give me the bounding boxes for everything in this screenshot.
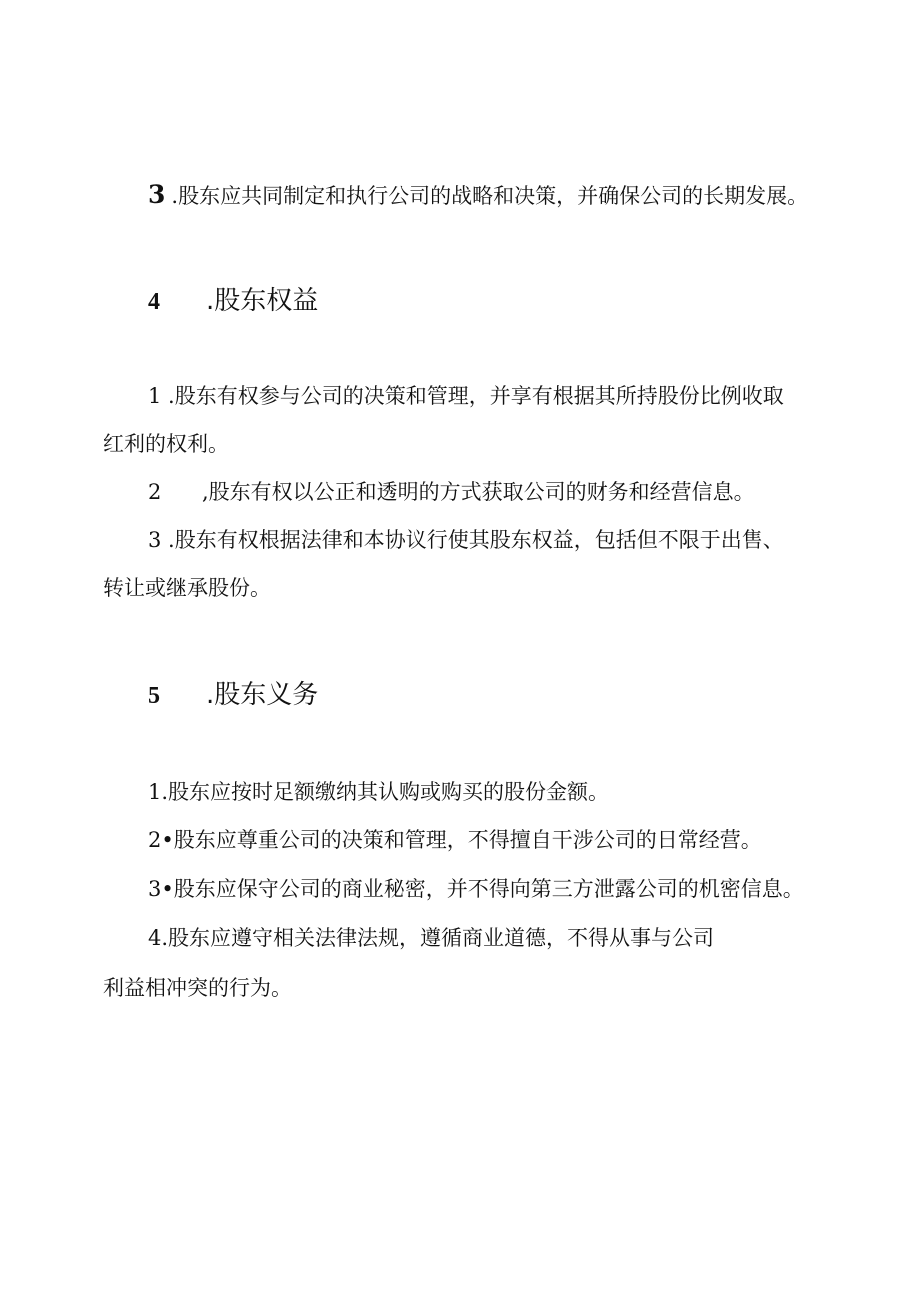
section-4-heading: [148, 288, 318, 314]
section-5-item-3: 3•股东应保守公司的商业秘密，并不得向第三方泄露公司的机密信息。: [148, 877, 804, 901]
section-4-item-1-number: 1: [148, 384, 162, 408]
section-5-item-4-line-1: 4.股东应遵守相关法律法规，遵循商业道德，不得从事与公司: [148, 926, 715, 950]
section-5-heading: [148, 682, 318, 708]
section-5-title: .股东义务: [206, 680, 319, 710]
section-4-item-1-line-2: 红利的权利。: [103, 432, 229, 456]
section-4-item-2-number: 2: [148, 480, 162, 504]
section-4-title: .股东权益: [206, 286, 319, 316]
section-4-item-1-text: .股东有权参与公司的决策和管理，并享有根据其所持股份比例收取: [161, 384, 784, 408]
section-4-item-3-text: .股东有权根据法律和本协议行使其股东权益，包括但不限于出售、: [161, 528, 784, 552]
section-5-item-2: 2•股东应尊重公司的决策和管理，不得擅自干涉公司的日常经营。: [148, 828, 762, 852]
item-3-text: .股东应共同制定和执行公司的战略和决策，并确保公司的长期发展。: [171, 184, 809, 208]
section-5-item-1: 1.股东应按时足额缴纳其认购或购买的股份金额。: [148, 780, 610, 804]
section-4-item-1-line-1: [148, 386, 784, 407]
item-3-number: 3: [148, 180, 166, 209]
section-4-item-3-line-1: [148, 530, 784, 551]
section-5-item-4-line-2: 利益相冲突的行为。: [103, 976, 292, 1000]
item-3-paragraph: [148, 182, 808, 207]
section-5-number: 5: [148, 683, 160, 709]
section-4-number: 4: [148, 289, 160, 315]
section-4-item-2: [148, 482, 755, 503]
section-4-item-2-text: ,股东有权以公正和透明的方式获取公司的财务和经营信息。: [202, 480, 755, 504]
section-4-item-3-number: 3: [148, 528, 162, 552]
section-4-item-3-line-2: 转让或继承股份。: [103, 576, 271, 600]
